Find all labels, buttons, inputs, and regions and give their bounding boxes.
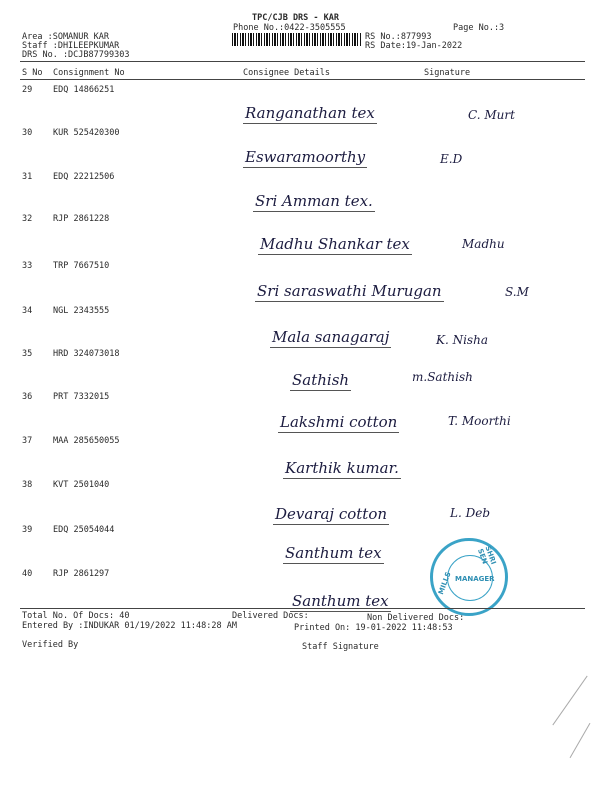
- row-consignment: RJP 2861297: [53, 569, 110, 579]
- phone-number: Phone No.:0422-3505555: [233, 23, 346, 33]
- stamp-center-text: MANAGER: [455, 575, 495, 583]
- footer-rule: [20, 608, 585, 609]
- row-signature: Madhu: [462, 237, 505, 251]
- row-consignment: RJP 2861228: [53, 214, 110, 224]
- row-consignment: PRT 7332015: [53, 392, 110, 402]
- row-consignment: TRP 7667510: [53, 261, 110, 271]
- row-sno: 39: [22, 525, 33, 535]
- row-consignee: Ranganathan tex: [245, 104, 375, 122]
- row-sno: 33: [22, 261, 33, 271]
- row-sno: 31: [22, 172, 33, 182]
- row-consignment: KVT 2501040: [53, 480, 110, 490]
- barcode: [232, 33, 362, 46]
- column-consignee: Consignee Details: [243, 68, 330, 78]
- stamp-top-text: SHRI SEN: [475, 545, 498, 566]
- row-consignee: Karthik kumar.: [285, 459, 399, 477]
- company-stamp: [430, 538, 508, 616]
- document-title: TPC/CJB DRS - KAR: [252, 13, 339, 23]
- row-consignment: EDQ 25054044: [53, 525, 115, 535]
- non-delivered-docs: Non Delivered Docs:: [367, 613, 465, 623]
- row-signature: m.Sathish: [412, 370, 473, 384]
- delivered-docs: Delivered Docs:: [232, 611, 309, 621]
- header-rule: [20, 61, 585, 62]
- row-sno: 32: [22, 214, 33, 224]
- row-consignee: Sri saraswathi Murugan: [257, 282, 442, 300]
- rs-number: RS No.:877993: [365, 32, 432, 42]
- area-label: Area :SOMANUR KAR: [22, 32, 109, 42]
- row-sno: 37: [22, 436, 33, 446]
- row-consignee: Santhum tex: [292, 592, 389, 610]
- column-signature: Signature: [424, 68, 471, 78]
- row-sno: 35: [22, 349, 33, 359]
- scan-mark: [570, 723, 591, 758]
- row-consignee: Lakshmi cotton: [280, 413, 398, 431]
- row-consignee: Madhu Shankar tex: [260, 235, 410, 253]
- row-signature: S.M: [505, 285, 529, 299]
- row-consignment: HRD 324073018: [53, 349, 120, 359]
- column-sno: S No: [22, 68, 43, 78]
- row-consignee: Sathish: [292, 371, 350, 389]
- column-consignment: Consignment No: [53, 68, 125, 78]
- row-consignment: KUR 525420300: [53, 128, 120, 138]
- row-consignment: NGL 2343555: [53, 306, 110, 316]
- staff-label: Staff :DHILEEPKUMAR: [22, 41, 120, 51]
- rs-date: RS Date:19-Jan-2022: [365, 41, 463, 51]
- row-signature: T. Moorthi: [448, 414, 511, 428]
- row-consignee: Sri Amman tex.: [255, 192, 373, 210]
- row-sno: 30: [22, 128, 33, 138]
- row-consignee: Mala sanagaraj: [272, 328, 390, 346]
- row-consignee: Eswaramoorthy: [245, 148, 366, 166]
- row-consignment: MAA 285650055: [53, 436, 120, 446]
- row-signature: L. Deb: [450, 506, 491, 520]
- row-consignee: Devaraj cotton: [275, 505, 388, 523]
- page-number: Page No.:3: [453, 23, 505, 33]
- row-signature: E.D: [440, 152, 463, 166]
- row-consignee: Santhum tex: [285, 544, 382, 562]
- row-sno: 38: [22, 480, 33, 490]
- total-docs: Total No. Of Docs: 40: [22, 611, 130, 621]
- scan-mark: [552, 676, 587, 726]
- row-signature: C. Murt: [468, 108, 515, 122]
- staff-signature: Staff Signature: [302, 642, 379, 652]
- column-rule: [20, 79, 585, 80]
- printed-on: Printed On: 19-01-2022 11:48:53: [294, 623, 453, 633]
- verified-by: Verified By: [22, 640, 79, 650]
- drs-number: DRS No. :DCJB87799303: [22, 50, 130, 60]
- row-sno: 36: [22, 392, 33, 402]
- row-sno: 40: [22, 569, 33, 579]
- row-sno: 34: [22, 306, 33, 316]
- row-consignment: EDQ 22212506: [53, 172, 115, 182]
- stamp-side-text: MILLS: [437, 570, 453, 596]
- row-signature: K. Nisha: [436, 333, 488, 347]
- entered-by: Entered By :INDUKAR 01/19/2022 11:48:28 AM: [22, 621, 237, 631]
- row-consignment: EDQ 14866251: [53, 85, 115, 95]
- row-sno: 29: [22, 85, 33, 95]
